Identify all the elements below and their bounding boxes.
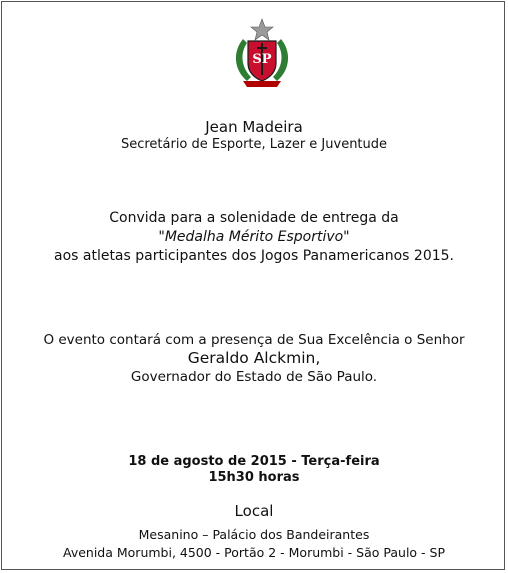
guest-title: Governador do Estado de São Paulo.	[130, 369, 378, 385]
host-name: Jean Madeira	[205, 118, 303, 136]
location-heading: Local	[234, 502, 274, 520]
invitation-line-3: aos atletas participantes dos Jogos Panamericanos 2015.	[53, 248, 454, 264]
event-time: 15h30 horas	[208, 470, 300, 485]
ribbon	[243, 81, 281, 87]
host-title: Secretário de Esporte, Lazer e Juventude	[120, 137, 388, 152]
medal-name: "Medalha Mérito Esportivo"	[158, 229, 350, 245]
star	[251, 19, 273, 40]
invitation-line-1: Convida para a solenidade de entrega da	[109, 210, 399, 226]
event-date: 18 de agosto de 2015 - Terça-feira	[128, 454, 380, 469]
guest-name: Geraldo Alckmin,	[187, 349, 321, 367]
crest-letters: SP	[252, 52, 272, 67]
sao-paulo-coat-of-arms-icon	[229, 17, 295, 91]
venue-name: Mesanino – Palácio dos Bandeirantes	[138, 527, 370, 542]
presence-line: O evento contará com a presença de Sua Excelência o Senhor	[43, 332, 465, 348]
venue-address: Avenida Morumbi, 4500 - Portão 2 - Morumbi - São Paulo - SP	[63, 545, 445, 560]
